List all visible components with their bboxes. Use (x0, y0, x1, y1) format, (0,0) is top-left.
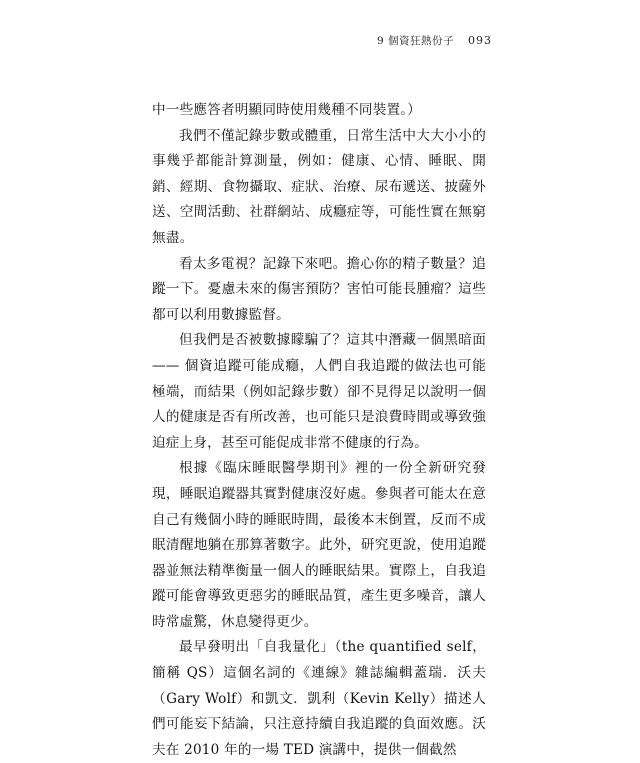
paragraph-tracking-examples: 看太多電視？記錄下來吧。擔心你的精子數量？追蹤一下。憂慮未來的傷害預防？害怕可能長腫瘤？這些都可以利用數據監督。 (152, 255, 486, 323)
paragraph-quantified-self: 最早發明出「自我量化」（the quantified self，簡稱 QS）這個名詞的《連線》雜誌編輯蓋瑞．沃夫（Gary Wolf）和凱文．凱利（Kevin Kelly）描述人們可能妄下結論，只注意持續自我追蹤的負面效應。沃夫在 2010 年的一場 TED 演講中，提供一個截然 (152, 639, 486, 758)
paragraph-sleep-study: 根據《臨床睡眠醫學期刊》裡的一份全新研究發現，睡眠追蹤器其實對健康沒好處。參與者可能太在意自己有幾個小時的睡眠時間，最後本末倒置，反而不成眠清醒地躺在那算著數字。此外，研究更說，使用追蹤器並無法精準衡量一個人的睡眠結果。實際上，自我追蹤可能會導致更惡劣的睡眠品質，產生更多噪音，讓人時常虛驚，休息變得更少。 (152, 460, 486, 630)
chapter-title: 9 個資狂熱份子 (376, 35, 454, 47)
page-number: 093 (468, 34, 492, 47)
paragraph-continuation: 中一些應答者明顯同時使用幾種不同裝置。） (152, 102, 422, 118)
body-text (152, 98, 486, 763)
paragraph-dark-side: 但我們是否被數據矇騙了？這其中潛藏一個黑暗面 —— 個資追蹤可能成癮，人們自我追蹤的做法也可能極端，而結果（例如記錄步數）卻不見得足以說明一個人的健康是否有所改善，也可能只是浪費時間或導致強迫症上身，甚至可能促成非常不健康的行為。 (152, 332, 486, 451)
paragraph-tracking-scope: 我們不僅記錄步數或體重，日常生活中大大小小的事幾乎都能計算測量，例如：健康、心情、睡眠、開銷、經期、食物攝取、症狀、治療、尿布遞送、披薩外送、空間活動、社群網站、成癮症等，可能性實在無窮無盡。 (152, 127, 486, 246)
running-header (377, 33, 492, 48)
